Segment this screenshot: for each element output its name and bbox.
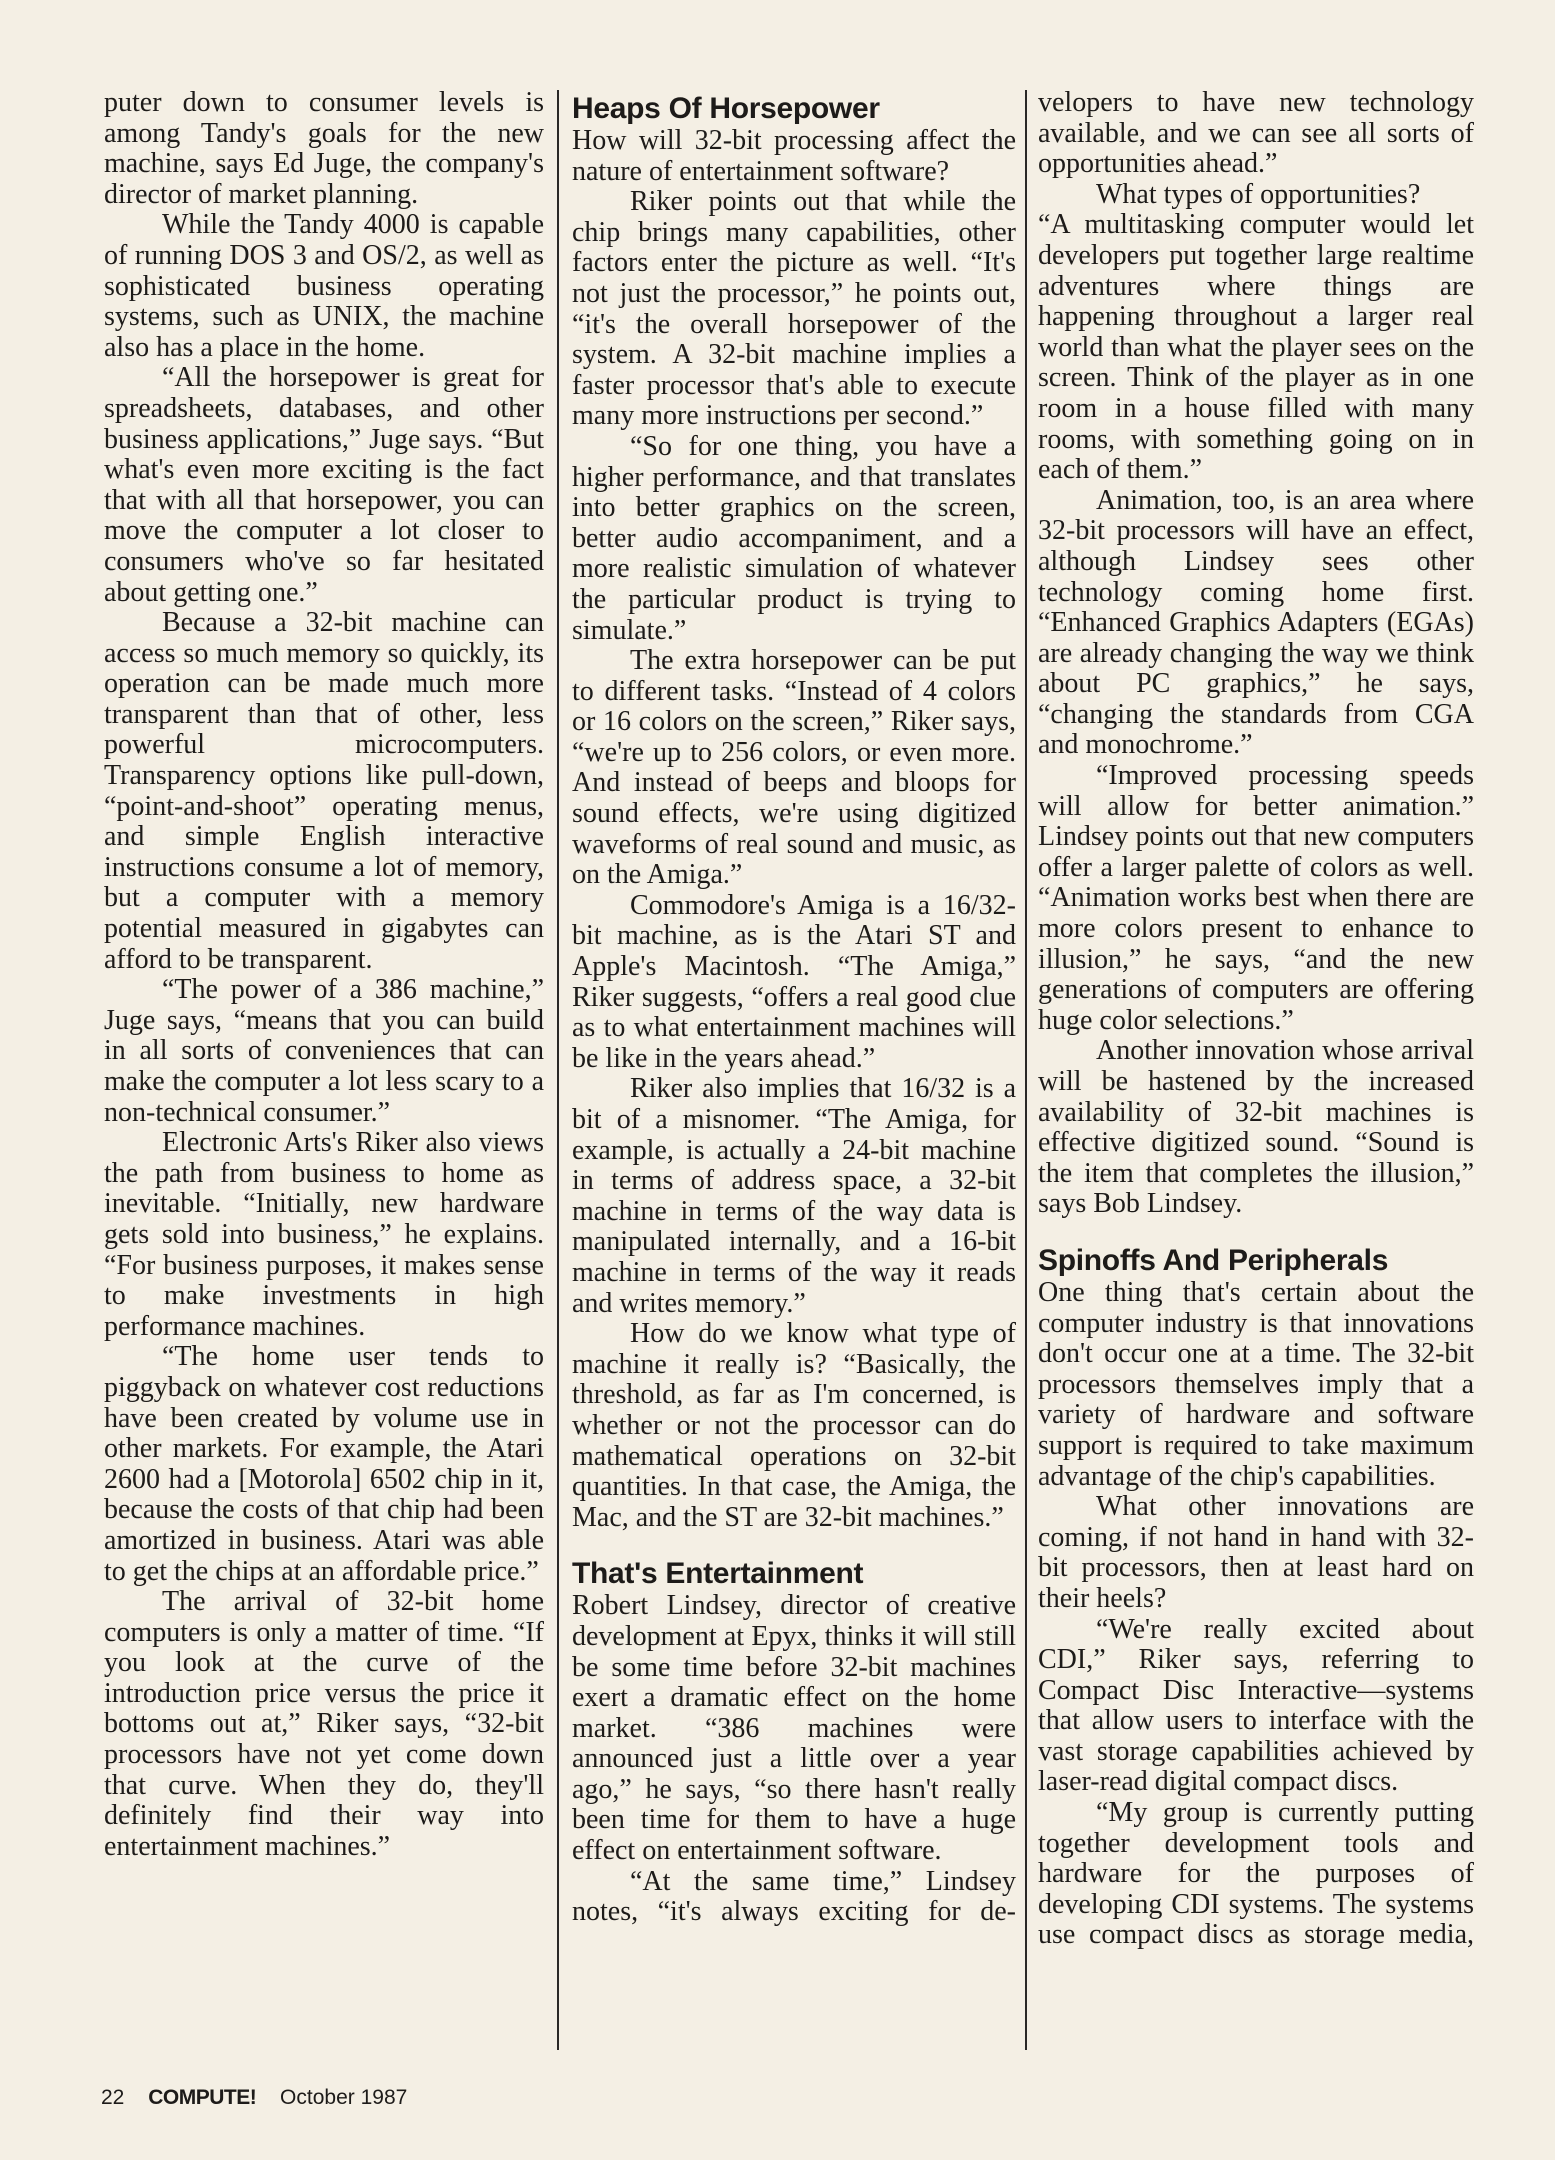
paragraph: Riker points out that while the chip brings many capabilities, other factors enter the picture as well. “It's not just the processor,” he points out, “it's the overall horsepower of the system. A 32-bit machine implies a faster processor that's able to execute many more instructions per second.” bbox=[572, 186, 1016, 432]
section-heading: Spinoffs And Peripherals bbox=[1038, 1243, 1389, 1277]
page-number: 22 bbox=[101, 2086, 125, 2109]
paragraph: How do we know what type of machine it really is? “Basically, the threshold, as far as I'm concerned, is whether or not the processor can do mathematical operations on 32-bit quantities. In that case, the Amiga, the Mac, and the ST are 32-bit machines.” bbox=[572, 1318, 1016, 1533]
paragraph: puter down to consumer levels is among Tandy's goals for the new machine, says Ed Juge, the company's director of market planning. bbox=[104, 87, 544, 210]
section-heading: That's Entertainment bbox=[572, 1557, 864, 1591]
paragraph: “We're really excited about CDI,” Riker says, referring to Compact Disc Interactive—systems that allow users to interface with the vast storage capabilities achieved by laser-read digital compact discs. bbox=[1038, 1613, 1474, 1798]
magazine-name: COMPUTE! bbox=[148, 2086, 257, 2109]
paragraph: The extra horsepower can be put to different tasks. “Instead of 4 colors or 16 colors on the screen,” Riker says, “we're up to 256 colors, or even more. And instead of beeps and bloops for sound effects, we're using digitized waveforms of real sound and music, as on the Amiga.” bbox=[572, 645, 1016, 891]
page-footer bbox=[101, 2086, 425, 2110]
paragraph: What other innovations are coming, if not hand in hand with 32-bit processors, then at least hard on their heels? bbox=[1038, 1491, 1474, 1614]
paragraph: Another innovation whose arrival will be hastened by the increased availability of 32-bit machines is effective digitized sound. “Sound is the item that completes the illusion,” says Bob Lindsey. bbox=[1038, 1035, 1474, 1220]
column-divider bbox=[1025, 90, 1027, 2050]
paragraph: “All the horsepower is great for spreadsheets, databases, and other business applications,” Juge says. “But what's even more exciting is the fact that with all that horsepower, you can move the computer a lot closer to consumers who've so far hesitated about getting one.” bbox=[104, 362, 544, 608]
paragraph: Electronic Arts's Riker also views the path from business to home as inevitable. “Initially, new hardware gets sold into business,” he explains. “For business purposes, it makes sense to make investments in high performance machines. bbox=[104, 1127, 544, 1342]
paragraph: While the Tandy 4000 is capable of running DOS 3 and OS/2, as well as sophisticated business operating systems, such as UNIX, the machine also has a place in the home. bbox=[104, 209, 544, 363]
paragraph: How will 32-bit processing affect the nature of entertainment software? bbox=[572, 125, 1016, 187]
column-1 bbox=[104, 88, 544, 1862]
paragraph: “The home user tends to piggyback on whatever cost reductions have been created by volume use in other markets. For example, the Atari 2600 had a [Motorola] 6502 chip in it, because the costs of that chip had been amortized in business. Atari was able to get the chips at an affordable price.” bbox=[104, 1341, 544, 1587]
section-heading: Heaps Of Horsepower bbox=[572, 92, 880, 125]
paragraph: One thing that's certain about the computer industry is that innovations don't occur one at a time. The 32-bit processors themselves imply that a variety of hardware and software support is required to take maximum advantage of the chip's capabilities. bbox=[1038, 1276, 1474, 1492]
column-3 bbox=[1038, 88, 1474, 1951]
paragraph: The arrival of 32-bit home computers is only a matter of time. “If you look at the curve of the introduction price versus the price it bottoms out at,” Riker says, “32-bit processors have not yet come down that curve. When they do, they'll definitely find their way into entertainment machines.” bbox=[104, 1586, 544, 1862]
paragraph: Commodore's Amiga is a 16/32-bit machine, as is the Atari ST and Apple's Macintosh. “The Amiga,” Riker suggests, “offers a real good clue as to what entertainment machines will be like in the years ahead.” bbox=[572, 889, 1016, 1074]
paragraph: Animation, too, is an area where 32-bit processors will have an effect, although Lindsey sees other technology coming home first. “Enhanced Graphics Adapters (EGAs) are already changing the way we think about PC graphics,” he says, “changing the standards from CGA and monochrome.” bbox=[1038, 484, 1474, 761]
paragraph: Robert Lindsey, director of creative development at Epyx, thinks it will still be some time before 32-bit machines exert a dramatic effect on the home market. “386 machines were announced just a little over a year ago,” he says, “so there hasn't really been time for them to have a huge effect on entertainment software. bbox=[572, 1590, 1016, 1867]
column-2 bbox=[572, 88, 1016, 1928]
paragraph: What types of opportunities? bbox=[1096, 178, 1421, 210]
paragraph: “A multitasking computer would let developers put together large realtime adventures where things are happening throughout a larger real world than what the player sees on the screen. Think of the player as in one room in a house filled with many rooms, with something going on in each of them.” bbox=[1038, 209, 1474, 486]
paragraph: “At the same time,” Lindsey notes, “it's always exciting for de- bbox=[572, 1865, 1016, 1928]
paragraph: velopers to have new technology available, and we can see all sorts of opportunities ahead.” bbox=[1038, 87, 1474, 180]
paragraph: “Improved processing speeds will allow for better animation.” Lindsey points out that new computers offer a larger palette of colors as well. “Animation works best when there are more colors present to enhance to illusion,” he says, “and the new generations of computers are offering huge color selections.” bbox=[1038, 760, 1474, 1036]
column-divider bbox=[557, 90, 559, 2050]
paragraph: “My group is currently putting together development tools and hardware for the purposes of developing CDI systems. The systems use compact discs as storage media, bbox=[1038, 1797, 1474, 1951]
paragraph: Riker also implies that 16/32 is a bit of a misnomer. “The Amiga, for example, is actually a 24-bit machine in terms of address space, a 32-bit machine in terms of the way data is manipulated internally, and a 16-bit machine in terms of the way it reads and writes memory.” bbox=[572, 1073, 1016, 1319]
paragraph: Because a 32-bit machine can access so much memory so quickly, its operation can be made much more transparent than that of other, less powerful microcomputers. Transparency options like pull-down, “point-and-shoot” operating menus, and simple English interactive instructions consume a lot of memory, but a computer with a memory potential measured in gigabytes can afford to be transparent. bbox=[104, 607, 544, 975]
issue-date: October 1987 bbox=[280, 2086, 408, 2109]
paragraph: “So for one thing, you have a higher performance, and that translates into better graphics on the screen, better audio accompaniment, and a more realistic simulation of whatever the particular product is trying to simulate.” bbox=[572, 430, 1016, 646]
paragraph: “The power of a 386 machine,” Juge says, “means that you can build in all sorts of conveniences that can make the computer a lot less scary to a non-technical consumer.” bbox=[104, 974, 544, 1128]
